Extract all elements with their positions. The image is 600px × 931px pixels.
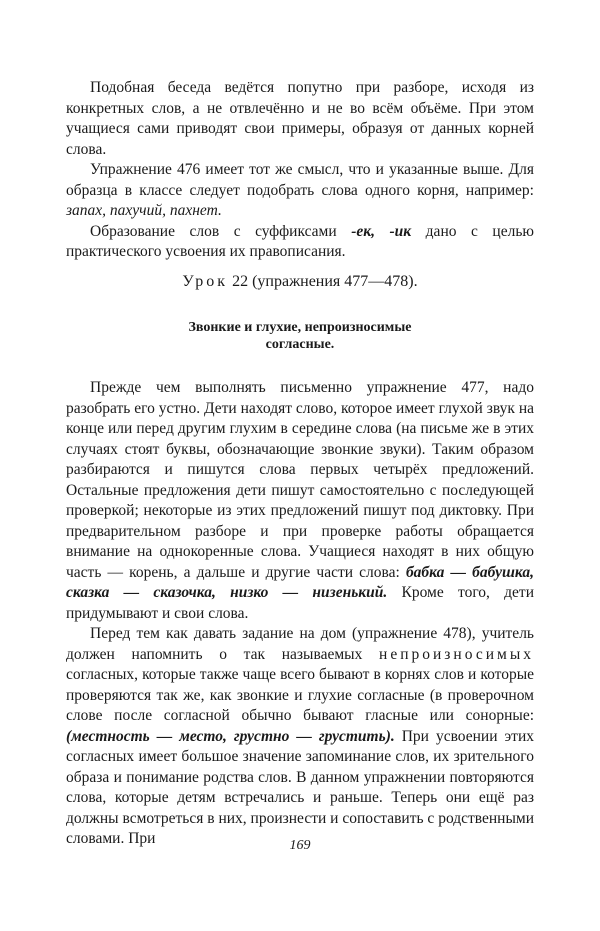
body-p2-examples: (местность — место, грустно — грустить). xyxy=(66,727,395,745)
intro-p3-suffixes: -ек, -ик xyxy=(351,222,412,240)
intro-p3-before: Образование слов с суффиксами xyxy=(90,222,352,240)
body-p1-examples: бабка — бабушка, сказка — сказочка, низко — низенький. xyxy=(66,563,534,601)
intro-section xyxy=(66,78,534,263)
body-p2-text: Перед тем как давать задание на дом (упражнение 478), учитель должен напомнить о так называемых xyxy=(66,625,534,663)
lesson-title-rest: 22 (упражнения 477—478). xyxy=(228,273,418,290)
intro-paragraph-3 xyxy=(66,222,534,263)
section-heading-line-2: согласные. xyxy=(265,337,335,352)
page-number: 169 xyxy=(289,838,311,853)
intro-p2-text: Упражнение 476 имеет тот же смысл, что и указанные выше. Для образца в классе следует подобрать слова одного корня, например: xyxy=(66,161,534,199)
intro-paragraph-1: Подобная беседа ведётся попутно при разборе, исходя из конкретных слов, а не отвлечённо и не во всём объёме. При этом учащиеся сами приводят свои примеры, образуя от данных корней слова. xyxy=(66,79,534,158)
lesson-title xyxy=(0,273,600,291)
body-p1-text: Прежде чем выполнять письменно упражнение 477, надо разобрать его устно. Дети находят слово, которое имеет глухой звук на конце или перед другим глухим в середине слова (на письме же в этих случаях стоят буквы, обозначающие звонкие звуки). Таким образом разбираются и пишутся слова первых четырёх предложений. Остальные предложения дети пишут самостоятельно с последующей проверкой; некоторые из этих предложений пишут под диктовку. При предварительном разборе и при проверке работы обращается внимание на однокоренные слова. Учащиеся находят в них общую часть — корень, а дальше и другие части слова: xyxy=(66,379,534,581)
body-p2-end: При усвоении этих согласных имеет большое значение запоминание слов, их зрительного образа и понимание родства слов. В данном упражнении повторяются слова, которые детям встречались и раньше. Теперь они ещё раз должны всмотреться в них, произнести и сопоставить с родственными словами. При xyxy=(66,727,534,847)
body-p2-spaced: непроизносимых xyxy=(379,645,534,663)
body-paragraph-1 xyxy=(66,378,534,624)
section-heading xyxy=(0,319,600,353)
intro-p3-after: дано с целью практического усвоения их правописания. xyxy=(66,222,534,260)
intro-paragraph-2 xyxy=(66,160,534,222)
section-heading-line-1: Звонкие и глухие, непроизносимые xyxy=(188,320,412,335)
body-paragraph-2 xyxy=(66,624,534,850)
body-p2-mid: согласных, которые также чаще всего бывают в корнях слов и которые проверяются так же, как звонкие и глухие согласные (в проверочном слове после согласной обычно бывают гласные или сонорные: xyxy=(66,666,534,724)
body-section xyxy=(66,378,534,850)
lesson-title-word: Урок xyxy=(182,273,229,290)
intro-p2-examples: запах, пахучий, пахнет. xyxy=(66,202,222,219)
body-p1-end: Кроме того, дети придумывают и свои слова. xyxy=(66,584,535,622)
